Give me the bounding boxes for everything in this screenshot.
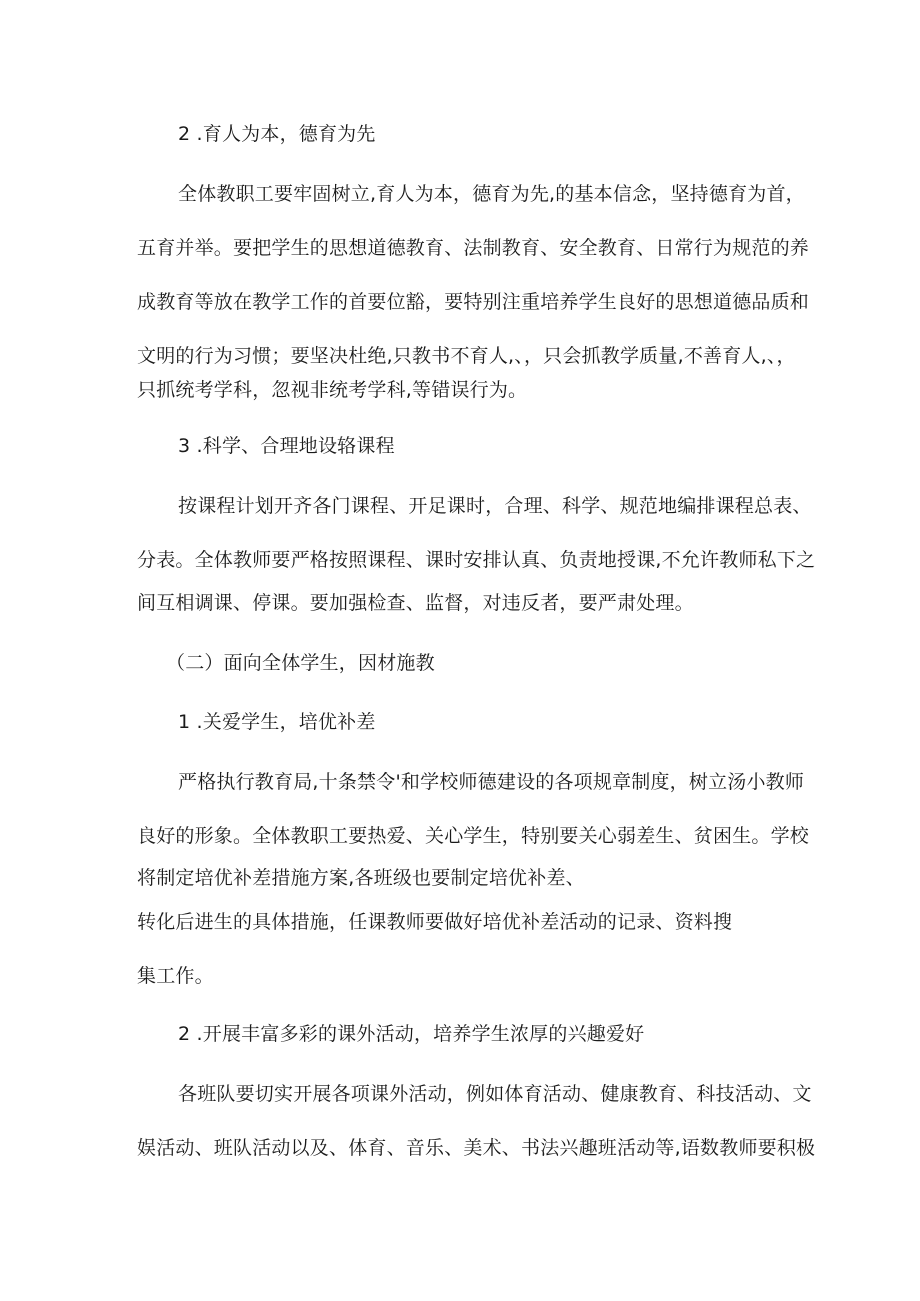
paragraph-line: 文明的行为习惯；要坚决杜绝,只教书不育人,、，只会抓教学质量,不善育人,、， <box>137 345 796 367</box>
heading-3-curriculum: 3 .科学、合理地设辂课程 <box>178 435 395 457</box>
paragraph-line: 只抓统考学科，忽视非统考学科,等错误行为。 <box>137 379 528 401</box>
paragraph-line: 娱活动、班队活动以及、体育、音乐、美术、书法兴趣班活动等,语数教师要积极 <box>137 1137 816 1159</box>
section-heading-all-students: （二）面向全体学生，因材施教 <box>166 652 435 674</box>
paragraph-line: 间互相调课、停课。要加强检查、监督，对违反者，要严肃处理。 <box>137 592 694 614</box>
paragraph-line: 转化后进生的具体措施，任课教师要做好培优补差活动的记录、资料搜 <box>137 911 733 933</box>
heading-2-extracurricular: 2 .开展丰富多彩的课外活动，培养学生浓厚的兴趣爱好 <box>178 1023 645 1045</box>
paragraph-line: 五育并举。要把学生的思想道德教育、法制教育、安全教育、日常行为规范的养 <box>137 237 810 259</box>
paragraph-line: 分表。全体教师要严格按照课程、课时安排认真、负责地授课,不允许教师私下之 <box>137 549 816 571</box>
heading-1-care-students: 1 .关爱学生，培优补差 <box>178 711 376 733</box>
paragraph-line: 集工作。 <box>137 965 214 987</box>
paragraph-line: 各班队要切实开展各项课外活动，例如体育活动、健康教育、科技活动、文 <box>178 1083 812 1105</box>
heading-2-moral-education: 2 .育人为本，德育为先 <box>178 123 376 145</box>
paragraph-line: 按课程计划开齐各门课程、开足课时，合理、科学、规范地编排课程总表、 <box>178 495 812 517</box>
paragraph-line: 严格执行教育局,十条禁令'和学校师德建设的各项规章制度，树立汤小教师 <box>178 771 805 793</box>
paragraph-line: 全体教职工要牢固树立,育人为本，德育为先,的基本信念，坚持德育为首， <box>178 183 805 205</box>
paragraph-line: 良好的形象。全体教职工要热爱、关心学生，特别要关心弱差生、贫困生。学校 <box>137 825 810 847</box>
paragraph-line: 将制定培优补差措施方案,各班级也要制定培优补差、 <box>137 867 585 889</box>
paragraph-line: 成教育等放在教学工作的首要位豁，要特别注重培养学生良好的思想道德品质和 <box>137 291 810 313</box>
